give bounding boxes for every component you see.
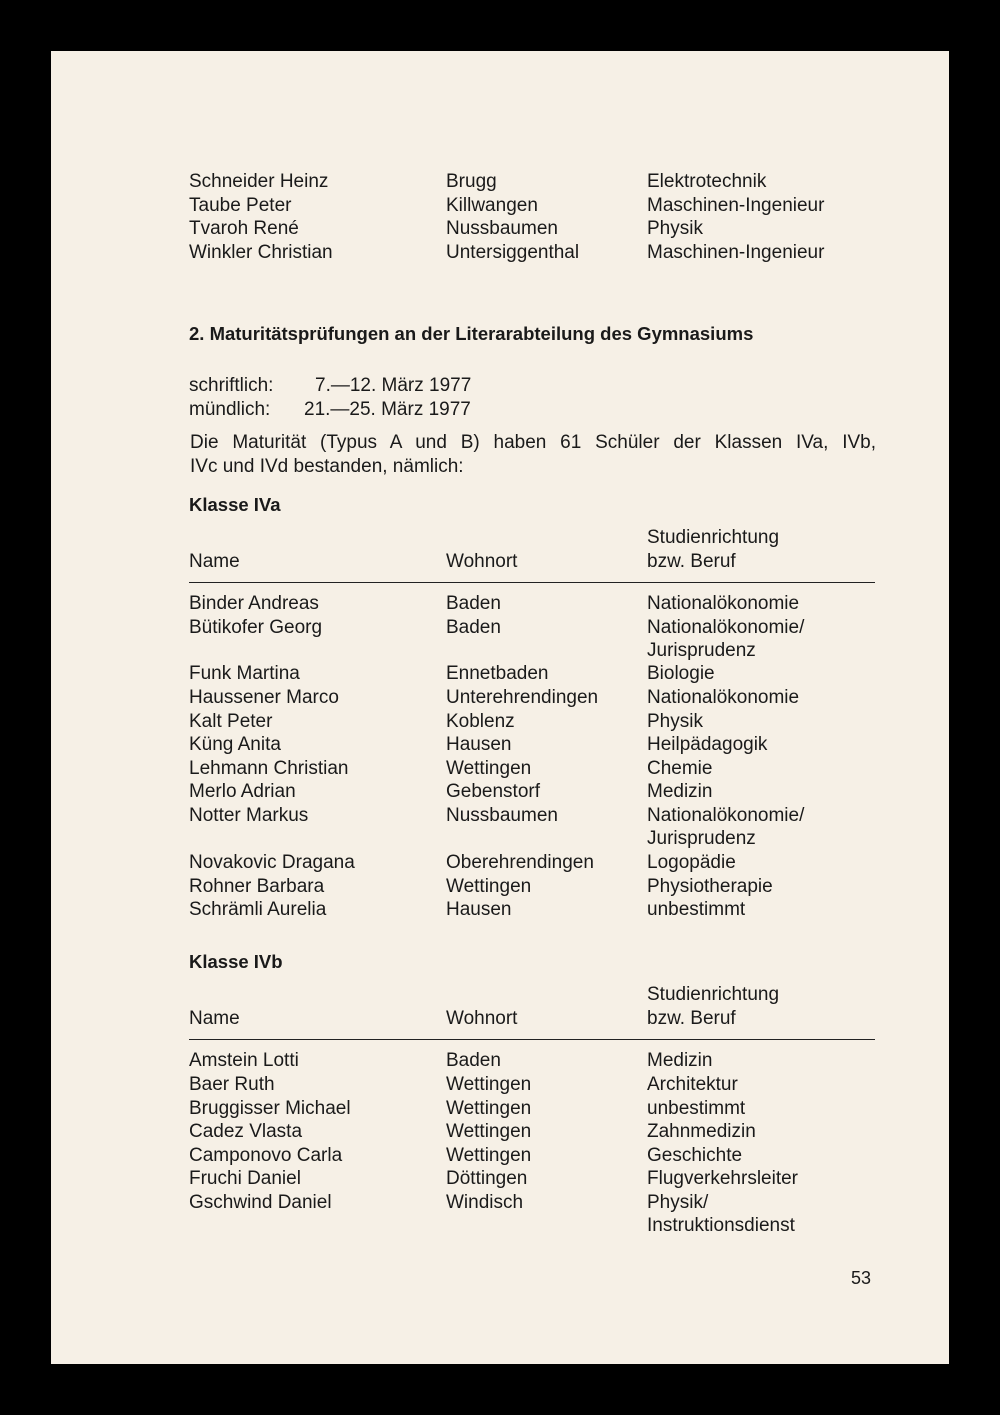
muendlich-date: 21.—25. März 1977 xyxy=(304,399,471,420)
table-row-continuation xyxy=(0,1214,1000,1238)
fach-cell: Nationalökonomie xyxy=(647,593,800,614)
table-row xyxy=(0,1049,1000,1073)
table-row xyxy=(0,686,1000,710)
fach-cell: Nationalökonomie/ xyxy=(647,805,805,826)
column-header-beruf: bzw. Beruf xyxy=(647,551,736,572)
wohnort-cell: Baden xyxy=(446,593,501,614)
table-row xyxy=(0,733,1000,757)
wohnort-cell: Killwangen xyxy=(446,195,538,216)
fach-cell: Physik/ xyxy=(647,1192,709,1213)
wohnort-cell: Wettingen xyxy=(446,1145,532,1166)
fach-cell: Maschinen-Ingenieur xyxy=(647,195,825,216)
table-row xyxy=(0,241,1000,265)
name-cell: Camponovo Carla xyxy=(189,1145,343,1166)
table-row xyxy=(0,170,1000,194)
table-row-continuation xyxy=(0,827,1000,851)
column-header-name: Name xyxy=(189,551,240,572)
name-cell: Winkler Christian xyxy=(189,242,333,263)
table-row xyxy=(0,1191,1000,1215)
wohnort-cell: Baden xyxy=(446,1050,501,1071)
name-cell: Novakovic Dragana xyxy=(189,852,355,873)
fach-cell: Maschinen-Ingenieur xyxy=(647,242,825,263)
wohnort-cell: Wettingen xyxy=(446,1074,532,1095)
column-header-studien: Studienrichtung xyxy=(647,527,780,548)
wohnort-cell: Nussbaumen xyxy=(446,805,558,826)
wohnort-cell: Wettingen xyxy=(446,1098,532,1119)
table-rule xyxy=(189,1039,875,1040)
table-row-continuation xyxy=(0,639,1000,663)
table-row xyxy=(0,217,1000,241)
name-cell: Baer Ruth xyxy=(189,1074,275,1095)
table-row xyxy=(0,757,1000,781)
class-title: Klasse IVa xyxy=(189,494,281,515)
name-cell: Merlo Adrian xyxy=(189,781,296,802)
wohnort-cell: Brugg xyxy=(446,171,497,192)
name-cell: Schrämli Aurelia xyxy=(189,899,327,920)
fach-cell: Physiotherapie xyxy=(647,876,773,897)
wohnort-cell: Oberehrendingen xyxy=(446,852,594,873)
fach-cell: Medizin xyxy=(647,1050,713,1071)
table-row xyxy=(0,616,1000,640)
fach-cell: Instruktionsdienst xyxy=(647,1215,795,1236)
wohnort-cell: Hausen xyxy=(446,734,512,755)
fach-cell: Nationalökonomie xyxy=(647,687,800,708)
wohnort-cell: Koblenz xyxy=(446,711,515,732)
name-cell: Taube Peter xyxy=(189,195,292,216)
fach-cell: Architektur xyxy=(647,1074,738,1095)
name-cell: Lehmann Christian xyxy=(189,758,349,779)
column-header-beruf: bzw. Beruf xyxy=(647,1008,736,1029)
paragraph-line: IVc und IVd bestanden, nämlich: xyxy=(190,456,464,477)
name-cell: Binder Andreas xyxy=(189,593,319,614)
column-header-wohnort: Wohnort xyxy=(446,551,518,572)
fach-cell: Flugverkehrsleiter xyxy=(647,1168,798,1189)
fach-cell: Geschichte xyxy=(647,1145,743,1166)
table-row xyxy=(0,662,1000,686)
wohnort-cell: Wettingen xyxy=(446,876,532,897)
column-header-name: Name xyxy=(189,1008,240,1029)
schriftlich-label: schriftlich: xyxy=(189,375,274,396)
wohnort-cell: Wettingen xyxy=(446,758,532,779)
name-cell: Cadez Vlasta xyxy=(189,1121,303,1142)
wohnort-cell: Baden xyxy=(446,617,501,638)
table-row xyxy=(0,1073,1000,1097)
wohnort-cell: Untersiggenthal xyxy=(446,242,580,263)
table-row xyxy=(0,780,1000,804)
name-cell: Gschwind Daniel xyxy=(189,1192,332,1213)
table-row xyxy=(0,1097,1000,1121)
section-title: 2. Maturitätsprüfungen an der Literarabteilung des Gymnasiums xyxy=(189,323,754,344)
name-cell: Kalt Peter xyxy=(189,711,273,732)
fach-cell: Medizin xyxy=(647,781,713,802)
paragraph-line: Die Maturität (Typus A und B) haben 61 Schüler der Klassen IVa, IVb, xyxy=(190,432,876,453)
fach-cell: unbestimmt xyxy=(647,1098,746,1119)
class-title: Klasse IVb xyxy=(189,951,283,972)
fach-cell: unbestimmt xyxy=(647,899,746,920)
table-rule xyxy=(189,582,875,583)
name-cell: Amstein Lotti xyxy=(189,1050,299,1071)
name-cell: Bütikofer Georg xyxy=(189,617,323,638)
column-header-studien: Studienrichtung xyxy=(647,984,780,1005)
fach-cell: Zahnmedizin xyxy=(647,1121,756,1142)
name-cell: Küng Anita xyxy=(189,734,281,755)
muendlich-label: mündlich: xyxy=(189,399,271,420)
wohnort-cell: Gebenstorf xyxy=(446,781,540,802)
fach-cell: Heilpädagogik xyxy=(647,734,768,755)
table-row xyxy=(0,710,1000,734)
schriftlich-date: 7.—12. März 1977 xyxy=(315,375,472,396)
name-cell: Notter Markus xyxy=(189,805,309,826)
fach-cell: Jurisprudenz xyxy=(647,640,756,661)
fach-cell: Jurisprudenz xyxy=(647,828,756,849)
fach-cell: Physik xyxy=(647,711,703,732)
table-row xyxy=(0,1144,1000,1168)
name-cell: Funk Martina xyxy=(189,663,300,684)
fach-cell: Biologie xyxy=(647,663,715,684)
table-row xyxy=(0,804,1000,828)
wohnort-cell: Nussbaumen xyxy=(446,218,558,239)
name-cell: Schneider Heinz xyxy=(189,171,329,192)
table-row xyxy=(0,875,1000,899)
fach-cell: Chemie xyxy=(647,758,713,779)
wohnort-cell: Wettingen xyxy=(446,1121,532,1142)
name-cell: Haussener Marco xyxy=(189,687,339,708)
fach-cell: Elektrotechnik xyxy=(647,171,767,192)
table-row xyxy=(0,592,1000,616)
table-row xyxy=(0,898,1000,922)
page-number: 53 xyxy=(851,1268,872,1288)
wohnort-cell: Ennetbaden xyxy=(446,663,549,684)
name-cell: Tvaroh René xyxy=(189,218,299,239)
name-cell: Bruggisser Michael xyxy=(189,1098,351,1119)
name-cell: Rohner Barbara xyxy=(189,876,325,897)
table-row xyxy=(0,851,1000,875)
table-row xyxy=(0,194,1000,218)
fach-cell: Logopädie xyxy=(647,852,736,873)
fach-cell: Physik xyxy=(647,218,703,239)
fach-cell: Nationalökonomie/ xyxy=(647,617,805,638)
table-row xyxy=(0,1120,1000,1144)
wohnort-cell: Windisch xyxy=(446,1192,524,1213)
column-header-wohnort: Wohnort xyxy=(446,1008,518,1029)
wohnort-cell: Unterehrendingen xyxy=(446,687,599,708)
wohnort-cell: Döttingen xyxy=(446,1168,528,1189)
table-row xyxy=(0,1167,1000,1191)
wohnort-cell: Hausen xyxy=(446,899,512,920)
name-cell: Fruchi Daniel xyxy=(189,1168,301,1189)
